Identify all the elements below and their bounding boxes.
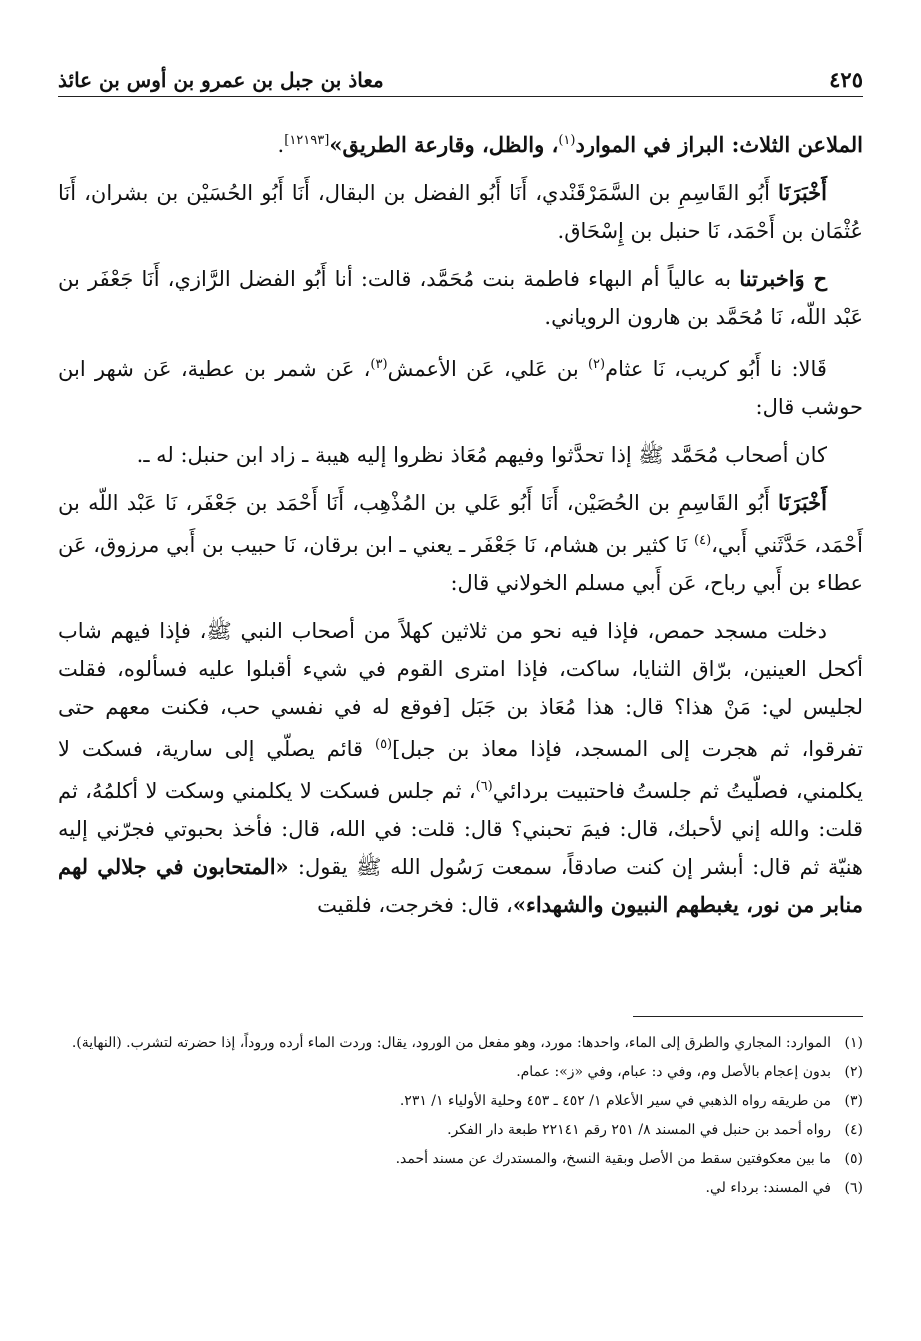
- paragraph-1: [58, 122, 863, 164]
- footnote-number: (٢): [844, 1064, 863, 1080]
- footnote-ref-6: (٦): [475, 779, 493, 794]
- footnote: [58, 1175, 863, 1202]
- footnote: [58, 1088, 863, 1115]
- paragraph-3: [58, 260, 863, 336]
- footnote-number: (٦): [844, 1180, 863, 1196]
- isnad-text: بن عَلي، عَن الأعمش: [387, 357, 588, 381]
- main-text: [58, 122, 863, 934]
- footnote-number: (٣): [844, 1093, 863, 1109]
- footnote-text: من طريقه رواه الذهبي في سير الأعلام ١/ ٤٥٢ ـ ٤٥٣ وحلية الأولياء ١/ ٢٣١.: [399, 1093, 831, 1109]
- paragraph-4: [58, 346, 863, 426]
- sentence-end: .: [277, 133, 285, 157]
- hadith-number: [١٢١٩٣]: [284, 133, 330, 148]
- page-number: ٤٢٥: [829, 67, 863, 92]
- isnad-text: قَالا: نا أَبُو كريب، نَا عثام: [605, 357, 827, 381]
- matn-text: ، ثم جلس فسكت لا يكلمني وسكت لا أكلمُهُ، ثم قلت: والله إني لأحبك، قال: فيمَ تحبني؟ قال: قلت: في الله، قال: فأخذ بحبوتي فجرّني إليه هنيّة ثم قال: أبشر إن كنت صادقاً، سمعت رَسُول الله ﷺ يقول:: [58, 779, 863, 879]
- isnad-text: أَبُو القَاسِمِ بن السَّمَرْقَنْدي، أَنَا أَبُو الفضل بن البقال، أَنَا أَبُو الحُسَيْن بن بشران، أَنَا عُثْمَان بن أَحْمَد، نَا حنبل بن إِسْحَاق.: [58, 181, 863, 243]
- footnote-text: بدون إعجام بالأصل وم، وفي د: عبام، وفي «ز»: عمام.: [516, 1064, 831, 1080]
- footnote-ref-2: (٢): [587, 357, 606, 372]
- hadith-text-cont: ، والظل، وقارعة الطريق»: [329, 132, 559, 157]
- footnote-ref-1: (١): [558, 133, 576, 148]
- running-title: معاذ بن جبل بن عمرو بن أوس بن عائذ: [58, 68, 384, 92]
- footnote-text: ما بين معكوفتين سقط من الأصل وبقية النسخ، والمستدرك عن مسند أحمد.: [395, 1151, 831, 1167]
- hadith-text: «المتحابون في جلالي لهم منابر من نور، يغبطهم النبيون والشهداء»: [58, 854, 863, 917]
- footnote-text: رواه أحمد بن حنبل في المسند ٨/ ٢٥١ رقم ٢٢١٤١ طبعة دار الفكر.: [447, 1122, 831, 1138]
- footnote: [58, 1030, 863, 1057]
- footnote-text: الموارد: المجاري والطرق إلى الماء، واحدها: مورد، وهو مفعل من الورود، يقال: وردت الماء أرده وروداً، إذا حضرته لتشرب. (النهاية).: [71, 1035, 831, 1051]
- footnote-separator: [633, 1016, 863, 1017]
- footnote-number: (١): [844, 1035, 863, 1051]
- matn-text: دخلت مسجد حمص، فإذا فيه نحو من ثلاثين كهلاً من أصحاب النبي ﷺ، فإذا فيهم شاب أكحل العينين، برّاق الثنايا، ساكت، فإذا امترى القوم في شيء أقبلوا عليه فسألوه، فقلت لجليس لي: مَنْ هذا؟ قال: هذا مُعَاذ بن جَبَل [فوقع له في نفسي حب، فكنت معهم حتى تفرقوا، ثم هجرت إلى المسجد، فإذا معاذ بن جبل]: [58, 619, 863, 761]
- footnote-ref-4: (٤): [694, 533, 712, 548]
- footnote: [58, 1059, 863, 1086]
- isnad-lead: أَخْبَرَنَا: [778, 180, 827, 205]
- footnote-number: (٤): [844, 1122, 863, 1138]
- matn-text: قائم يصلّي إلى سارية، فسكت لا يكلمني، فصلّيتُ ثم جلستُ فاحتبيت بردائي: [58, 737, 863, 803]
- hadith-text: الملاعن الثلاث: البراز في الموارد: [575, 132, 863, 157]
- footnote: [58, 1146, 863, 1173]
- footnote-ref-3: (٣): [370, 357, 388, 372]
- paragraph-2: [58, 174, 863, 250]
- isnad-text: ، عَن شمر بن عطية، عَن شهر ابن حوشب قال:: [58, 357, 863, 419]
- paragraph-6: [58, 484, 863, 602]
- isnad-text: به عالياً أم البهاء فاطمة بنت مُحَمَّد، قالت: أنا أَبُو الفضل الرَّازي، أَنَا جَعْفَر بن عَبْد اللّه، نَا مُحَمَّد بن هارون الروياني.: [58, 267, 863, 329]
- footnote-number: (٥): [844, 1151, 863, 1167]
- matn-text: ، قال: فخرجت، فلقيت: [317, 893, 513, 917]
- paragraph-5: [58, 436, 863, 474]
- isnad-text: أَبُو القَاسِمِ بن الحُصَيْن، أَنَا أَبُو عَلي بن المُذْهِب، أَنَا أَحْمَد بن جَعْفَر، نَا عَبْد اللّه بن أَحْمَد، حَدَّثَني أَبي،: [58, 491, 863, 557]
- paragraph-7: [58, 612, 863, 924]
- isnad-lead: ح وَاخبرتنا: [739, 266, 828, 291]
- footnotes: [58, 1030, 863, 1204]
- footnote-ref-5: (٥): [374, 737, 393, 752]
- isnad-lead: أَخْبَرَنَا: [778, 490, 827, 515]
- footnote: [58, 1117, 863, 1144]
- footnote-text: في المسند: برداء لي.: [705, 1180, 831, 1196]
- matn-text: كان أصحاب مُحَمَّد ﷺ إذا تحدَّثوا وفيهم مُعَاذ نظروا إليه هيبة ـ زاد ابن حنبل: له ـ.: [136, 443, 827, 467]
- isnad-text: نَا كثير بن هشام، نَا جَعْفَر ـ يعني ـ ابن برقان، نَا حبيب بن أَبي مرزوق، عَن عطاء بن أَبي رباح، عَن أَبي مسلم الخولاني قال:: [58, 533, 863, 595]
- page-header: [58, 52, 863, 97]
